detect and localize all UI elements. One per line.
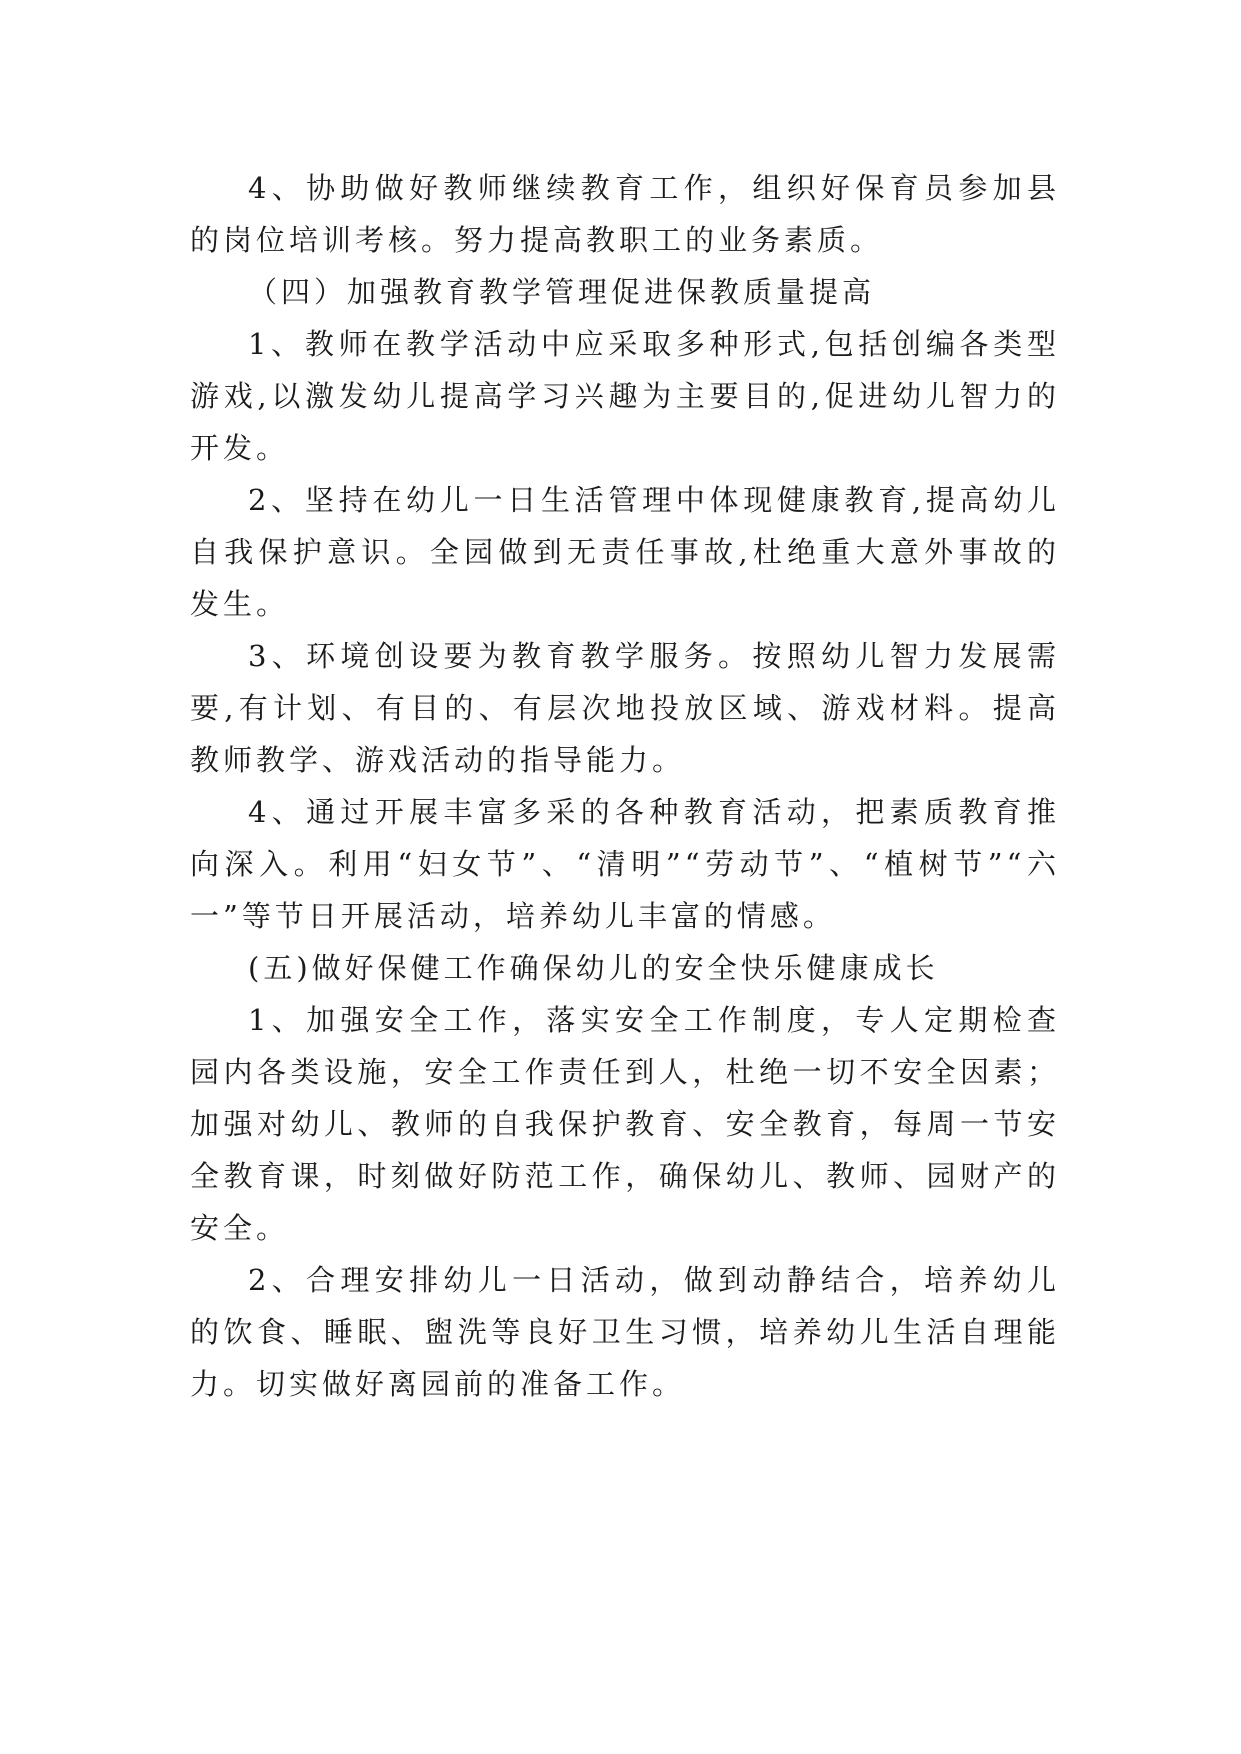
paragraph-daily-routine: 2、合理安排幼儿一日活动，做到动静结合，培养幼儿的饮食、睡眠、盥洗等良好卫生习惯，培养幼儿生活自理能力。切实做好离园前的准备工作。: [190, 1263, 1060, 1401]
section-heading-four: （四）加强教育教学管理促进保教质量提高: [248, 275, 876, 309]
paragraph-activities: 4、通过开展丰富多采的各种教育活动，把素质教育推向深入。利用“妇女节”、“清明”“劳动节”、“植树节”“六一”等节日开展活动，培养幼儿丰富的情感。: [190, 795, 1060, 933]
paragraph-environment: 3、环境创设要为教育教学服务。按照幼儿智力发展需要,有计划、有目的、有层次地投放区域、游戏材料。提高教师教学、游戏活动的指导能力。: [190, 639, 1060, 777]
paragraph-safety: 1、加强安全工作，落实安全工作制度，专人定期检查园内各类设施，安全工作责任到人，杜绝一切不安全因素；加强对幼儿、教师的自我保护教育、安全教育，每周一节安全教育课，时刻做好防范工作，确保幼儿、教师、园财产的安全。: [190, 1003, 1060, 1245]
document-body: [190, 162, 1060, 1410]
paragraph-health-education: 2、坚持在幼儿一日生活管理中体现健康教育,提高幼儿自我保护意识。全园做到无责任事故,杜绝重大意外事故的发生。: [190, 483, 1060, 621]
section-heading-five: (五)做好保健工作确保幼儿的安全快乐健康成长: [248, 951, 939, 985]
paragraph-teaching-forms: 1、教师在教学活动中应采取多种形式,包括创编各类型游戏,以激发幼儿提高学习兴趣为主要目的,促进幼儿智力的开发。: [190, 327, 1060, 465]
paragraph-teacher-training: 4、协助做好教师继续教育工作，组织好保育员参加县的岗位培训考核。努力提高教职工的业务素质。: [190, 171, 1060, 257]
